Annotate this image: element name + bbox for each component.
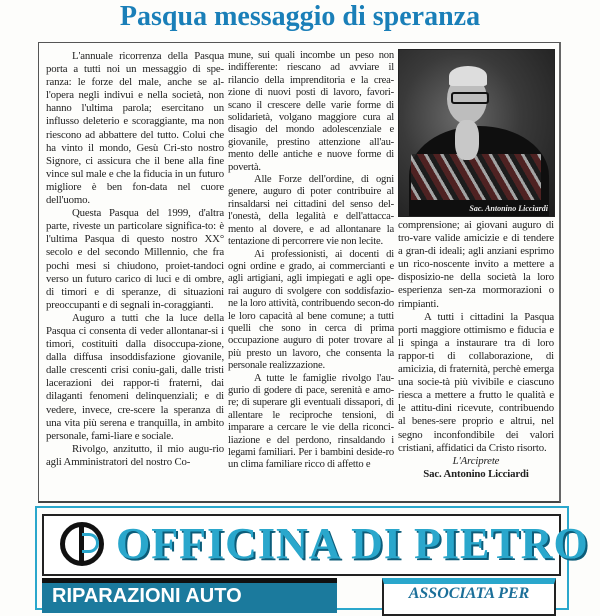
- article-box: [38, 42, 561, 503]
- op-logo-icon: [60, 522, 104, 566]
- paragraph: L'annuale ricorrenza della Pasqua porta a tutti noi un messaggio di spe-ranza: le forze del male, anche se al-l'opera negli indivui e nella società, non hanno l'ultima parola; esercitano un influsso deleterio e scoraggiante, ma non riescono ad abbattere del tutto. Colui che ha vinto il mondo, Gesù Cri-sto nostro Signore, ci assicura che il bene alla fine vince sul male e che la fiducia in un futuro migliore è ben fon-data nel cuore dell'uomo.: [46, 50, 224, 207]
- paragraph: A tutte le famiglie rivolgo l'au-gurio di godere di pace, serenità e amo-re; di superare gli eventuali dissapori, di allentare le reciproche tensioni, di imparare a cercare le vie della riconci-liazione e del perdono, rinsaldando i legami familiari. Per i bambini deside-ro un clima familiare ricco di affetto e: [228, 372, 394, 471]
- paragraph: Auguro a tutti che la luce della Pasqua ci consenta di veder allontanar-si i timori, costituiti dalla disoccupa-zione, dalla diffusa insoddisfazione giovanile, dalle crescenti crisi coniu-gali, dalle tristi lacerazioni dei rappor-ti fraterni, dai dilaganti fenomeni delinquenziali; e di vedere, invece, cre-scere la speranza di una vita più serena e tranquilla, in ambito personale, fami-liare e sociale.: [46, 311, 224, 442]
- paragraph: A tutti i cittadini la Pasqua porti maggiore ottimismo e fiducia e li spinga a instaurare tra di loro rappor-ti di collaborazione, di amicizia, di fraternità, perchè emerga una socie-tà più vivibile e ciascuno riesca a mettere a frutto le qualità e le attitu-dini ricevute, contribuendo al benes-sere proprio e altrui, nel segno inconfondibile dei valori cristiani, affidatici da Cristo risorto.: [398, 310, 554, 454]
- photo-figure-hair: [449, 66, 487, 86]
- paragraph: mune, sui quali incombe un peso non indifferente: riescano ad avviare il rilancio della imprenditoria e la crea-zione di nuovi posti di lavoro, favori-scano il crescere delle varie forme di solidarietà, volgano maggiore cura al disagio del mondo adolescenziale e giovanile, prestino attenzione all'au-mento delle antiche e nuove forme di povertà.: [228, 50, 394, 173]
- paragraph: Alle Forze dell'ordine, di ogni genere, auguro di poter contribuire al rinsaldarsi nei cittadini del senso del-l'onestà, della legalità e dell'attacca-mento al dovere, e ad allontanare la tentazione di percorrere vie non lecite.: [228, 174, 394, 248]
- signature-role: L'Arciprete: [452, 454, 500, 467]
- paragraph: Questa Pasqua del 1999, d'altra parte, riveste un particolare significa-to: è l'ultima Pasqua di questo nostro XX° secolo e del secondo Millennio, che fra pochi mesi si chiudono, proiet-tandoci verso un futuro carico di luci e di ombre, di timori e di speranze, di situazioni preoccupanti e di segnali in-coraggianti.: [46, 207, 224, 311]
- paragraph: comprensione; ai giovani auguro di tro-vare valide amicizie e di tendere a gran-di ideali; agli anziani esprimo un rico-noscente invito a mettere a disposizio-ne della società la loro esperienza sen-za mormorazioni o rimpianti.: [398, 219, 554, 310]
- ad-association-box: ASSOCIATA PER: [382, 578, 556, 616]
- article-column-1: [46, 50, 224, 469]
- photo-caption: Sac. Antonino Licciardi: [469, 204, 548, 213]
- signature-name: Sac. Antonino Licciardi: [423, 467, 529, 480]
- ad-service-bar: RIPARAZIONI AUTO: [42, 578, 337, 613]
- ad-brand-name: OFFICINA DI PIETRO: [116, 519, 589, 568]
- photo-stole: [411, 154, 541, 200]
- advertisement: [35, 506, 589, 610]
- page-title: Pasqua messaggio di speranza: [119, 1, 481, 32]
- priest-photo: [398, 49, 555, 217]
- photo-glasses: [451, 92, 489, 104]
- photo-hands: [455, 120, 479, 160]
- article-column-2: [228, 50, 394, 472]
- ad-banner: [42, 514, 589, 576]
- paragraph: Ai professionisti, ai docenti di ogni ordine e grado, ai commercianti e agli artigiani, agli impiegati e agli ope-rai auguro di svolgere con soddisfazio-ne la loro attività, contribuendo secon-do le loro capacità al bene comune; a tutti quelli che sono in cerca di prima occupazione auguro di poter trovare al più presto un lavoro, che consenta la personale realizzazione.: [228, 248, 394, 372]
- article-column-3: [398, 219, 554, 481]
- paragraph: Rivolgo, anzitutto, il mio augu-rio agli Amministratori del nostro Co-: [46, 442, 224, 468]
